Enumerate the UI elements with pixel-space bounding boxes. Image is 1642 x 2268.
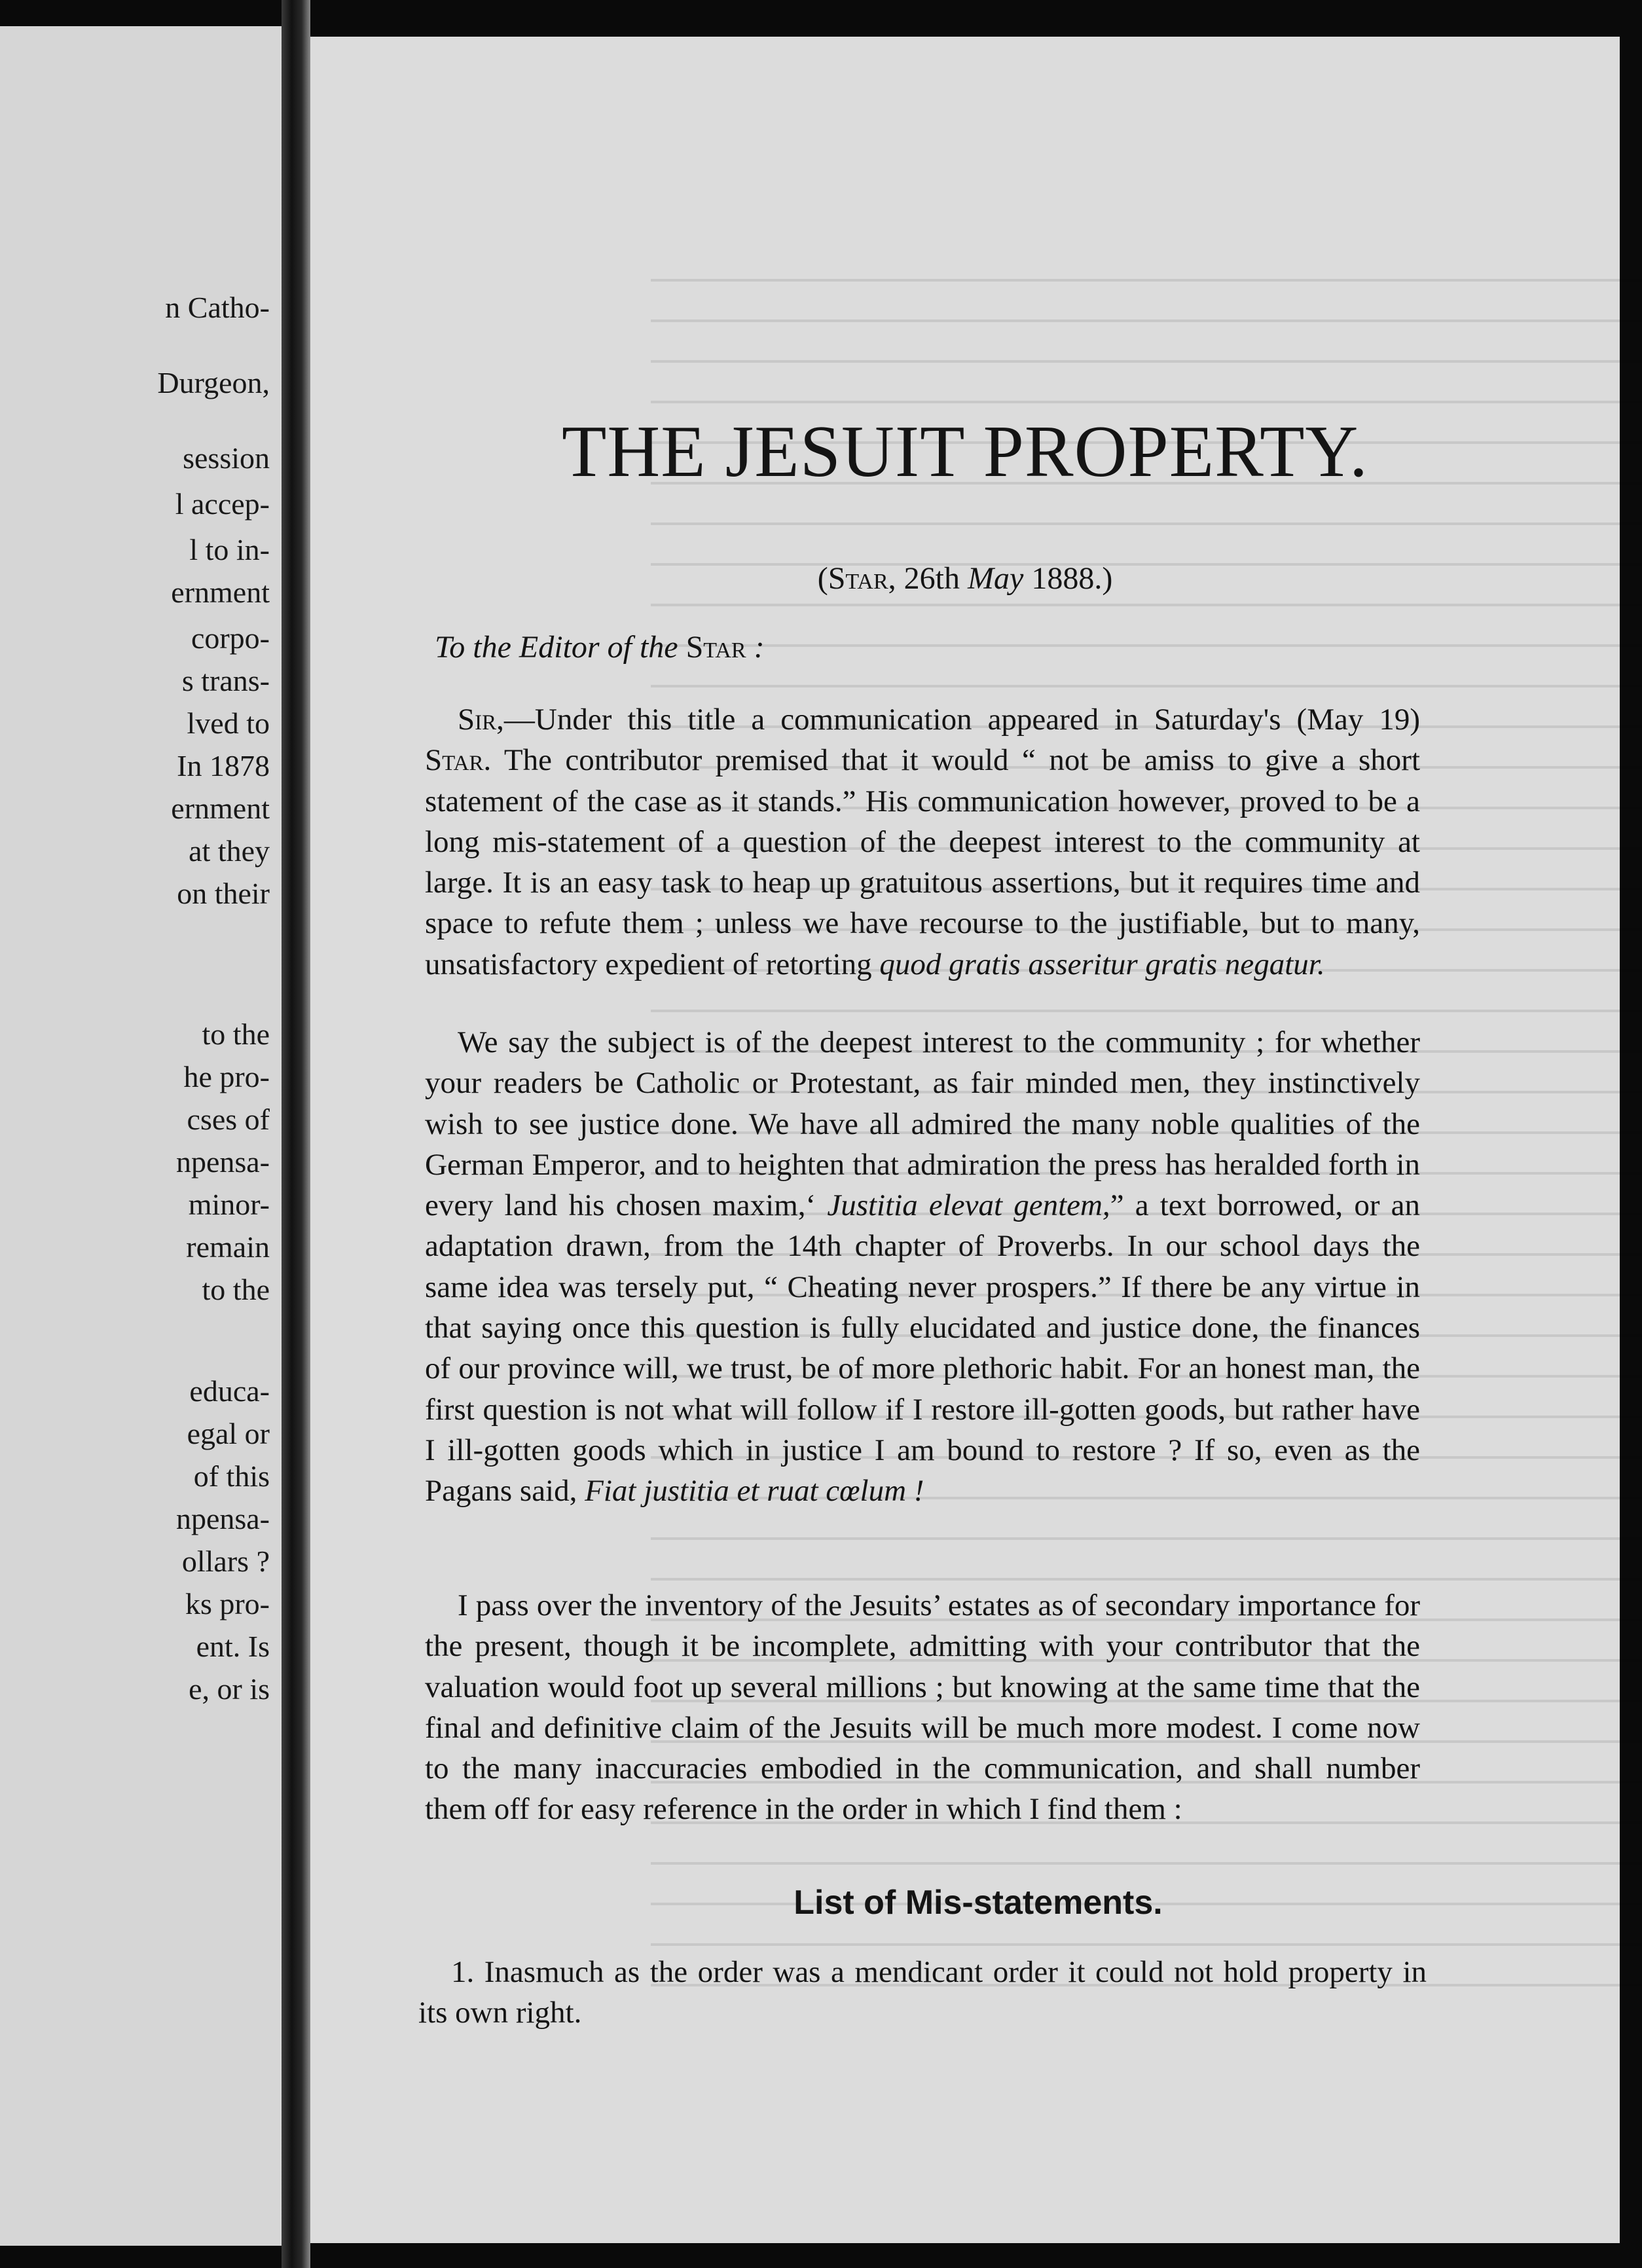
left-page-line: he pro- [183,1060,270,1093]
salutation [435,629,765,665]
section-heading: List of Mis-statements. [794,1884,1163,1922]
left-page-line: npensa- [175,1502,270,1535]
left-page-line: ollars ? [181,1545,270,1578]
salutation-paper: Star [685,630,746,665]
left-page-line: to the [202,1017,270,1051]
left-page-line: ernment [171,792,270,825]
left-page-line: to the [202,1273,270,1306]
p2-text-b: ” a text borrowed, or an adaptation drawn, from the 14th chapter of Proverbs. In our school days the same idea was tersely put, “ Cheating never prospers.” If there be any virtue in that saying once this question is fully elucidated and justice done, the finances of our province will, we trust, be of more plethoric habit. For an honest man, the first question is not what will follow if I restore ill-gotten goods, but rather have I ill-gotten goods which in justice I am bound to restore ? If so, even as the Pagans said, [425,1188,1420,1509]
left-page-line: lved to [187,706,270,740]
left-page-line: of this [193,1459,270,1493]
left-page-line: minor- [188,1188,270,1221]
left-page-line: session [183,441,270,475]
left-page-line: at they [189,834,270,868]
left-page-line: l accep- [175,487,270,521]
p2-latin-2: Fiat justitia et ruat cœlum ! [585,1474,924,1509]
p2-latin-1: Justitia elevat gentem, [827,1188,1110,1223]
left-page-line: educa- [189,1374,270,1408]
p1-sir: Sir [458,703,497,737]
book-gutter [282,0,310,2268]
salutation-post: : [746,630,765,665]
p1-star: Star [425,743,484,778]
left-page-line: cses of [187,1103,270,1136]
p1-text-a: ,—Under this title a communication appeared in Saturday's (May 19) [496,703,1420,737]
left-page-line: ernment [171,576,270,609]
left-page-line: n Catho- [165,291,270,324]
main-page [310,37,1620,2243]
source-day: , 26th [888,561,968,596]
p2-text-a: We say the subject is of the deepest interest to the community ; for whether your readers be Catholic or Protestant, as fair minded men, they instinctively wish to see justice done. We have all admired the many noble qualities of the German Emperor, and to heighten that admiration the press has heralded forth in every land his chosen maxim,‘ [425,1025,1420,1223]
paragraph-1 [425,699,1420,985]
left-page-line: e, or is [189,1672,270,1706]
article-title: THE JESUIT PROPERTY. [562,411,1368,492]
left-page-line: l to in- [189,533,270,566]
left-page-line: on their [177,877,270,910]
left-page-line: s trans- [181,664,270,697]
left-page-line: egal or [187,1417,270,1450]
left-page-line: In 1878 [177,749,270,782]
left-page-line: npensa- [175,1145,270,1179]
left-page-line: Durgeon, [157,366,270,399]
left-page-line: ks pro- [185,1587,270,1620]
source-year: 1888.) [1023,561,1113,596]
source-month: May [968,561,1024,596]
source-open: ( [817,561,828,596]
left-page-line: ent. Is [196,1630,270,1663]
article-source [310,560,1620,596]
source-paper: Star [828,561,888,596]
paragraph-3: I pass over the inventory of the Jesuits’ estates as of secondary importance for the present, though it be incomplete, admitting with your contributor that the valuation would foot up several millions ; but knowing at the same time that the final and definitive claim of the Jesuits will be much more modest. I come now to the many inaccuracies embodied in the communication, and shall number them off for easy reference in the order in which I find them : [425,1588,1420,1827]
salutation-pre: To the Editor of the [435,630,686,665]
p1-latin: quod gratis asseritur gratis negatur. [879,947,1325,981]
left-page-line: corpo- [191,621,270,655]
p1-text-b: . The contributor premised that it would “ not be amiss to give a short statement of the case as it stands.” His communication however, proved to be a long mis-statement of a question of the deepest interest to the community at large. It is an easy task to heap up gratuitous assertions, but it requires time and space to refute them ; unless we have recourse to the justifiable, but to many, unsatisfactory expedient of retorting [425,743,1420,981]
left-facing-page [0,26,282,2246]
paragraph-2 [425,1022,1420,1512]
list-item-1: 1. Inasmuch as the order was a mendicant order it could not hold property in its own right. [418,1955,1427,2030]
left-page-line: remain [186,1230,270,1264]
